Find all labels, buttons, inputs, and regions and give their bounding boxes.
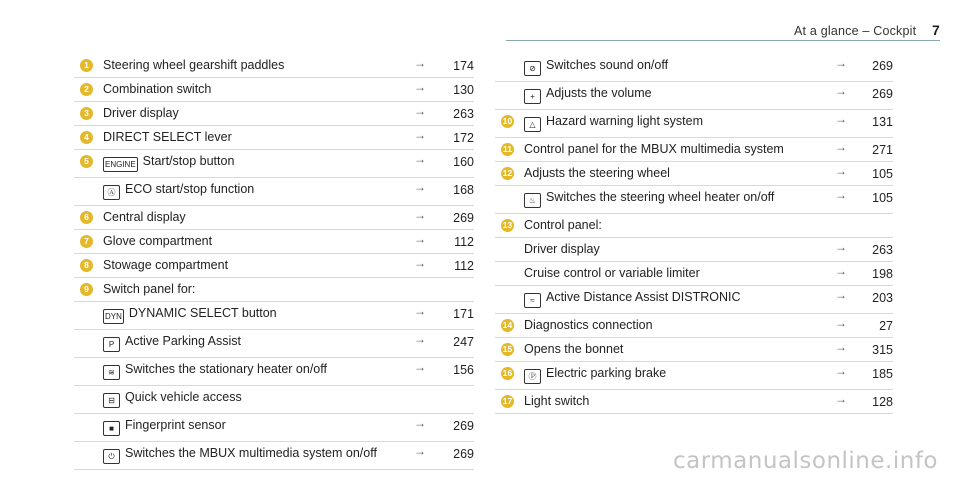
control-icon: ⊟ bbox=[103, 393, 120, 408]
entry-label bbox=[103, 58, 393, 72]
callout-number: 12 bbox=[502, 168, 513, 178]
control-icon: Ⓟ bbox=[524, 369, 541, 384]
entry-label bbox=[524, 318, 814, 332]
page-reference[interactable]: 263 bbox=[872, 243, 893, 257]
page-reference[interactable]: 168 bbox=[453, 183, 474, 197]
watermark: carmanualsonline.info bbox=[672, 448, 938, 474]
entry-text: Start/stop button bbox=[142, 154, 235, 168]
entry-label bbox=[103, 418, 393, 436]
callout-number: 4 bbox=[80, 131, 93, 144]
arrow-right-icon: → bbox=[835, 392, 847, 406]
entry-text: ECO start/stop function bbox=[125, 182, 255, 196]
control-icon: ⏻ bbox=[103, 449, 120, 464]
entry-label bbox=[524, 58, 814, 76]
page-reference[interactable]: 156 bbox=[453, 363, 474, 377]
entry-label bbox=[524, 190, 814, 208]
index-entry bbox=[74, 206, 474, 230]
page-reference[interactable]: 185 bbox=[872, 367, 893, 381]
index-entry bbox=[495, 214, 893, 238]
index-entry bbox=[74, 302, 474, 330]
entry-text: Quick vehicle access bbox=[125, 390, 242, 404]
index-entry bbox=[495, 162, 893, 186]
index-entry bbox=[495, 390, 893, 414]
callout-number: 16 bbox=[502, 368, 513, 378]
entry-label bbox=[524, 266, 814, 280]
control-icon: △ bbox=[524, 117, 541, 132]
page-reference[interactable]: 171 bbox=[453, 307, 474, 321]
page-reference[interactable]: 269 bbox=[872, 87, 893, 101]
arrow-right-icon: → bbox=[414, 304, 426, 318]
arrow-right-icon: → bbox=[414, 104, 426, 118]
entry-label bbox=[103, 106, 393, 120]
arrow-right-icon: → bbox=[835, 84, 847, 98]
arrow-right-icon: → bbox=[414, 152, 426, 166]
callout-number: 8 bbox=[80, 259, 93, 272]
callout-number: 3 bbox=[80, 107, 93, 120]
control-icon: ⊘ bbox=[524, 61, 541, 76]
index-entry bbox=[495, 82, 893, 110]
control-icon: ≋ bbox=[103, 365, 120, 380]
entry-text: Opens the bonnet bbox=[524, 342, 624, 356]
control-icon: P bbox=[103, 337, 120, 352]
arrow-right-icon: → bbox=[414, 80, 426, 94]
callout-number: 1 bbox=[80, 59, 93, 72]
callout-number: 5 bbox=[80, 155, 93, 168]
entry-text: Stowage compartment bbox=[103, 258, 229, 272]
section-title: At a glance – Cockpit bbox=[793, 24, 917, 38]
left-column bbox=[74, 54, 474, 470]
arrow-right-icon: → bbox=[835, 264, 847, 278]
index-entry bbox=[74, 278, 474, 302]
callout-number: 14 bbox=[502, 320, 513, 330]
entry-label bbox=[524, 142, 814, 156]
entry-label bbox=[524, 166, 814, 180]
entry-label bbox=[524, 114, 814, 132]
index-entry bbox=[74, 358, 474, 386]
index-entry bbox=[495, 338, 893, 362]
index-entry bbox=[74, 230, 474, 254]
control-icon: ♨ bbox=[524, 193, 541, 208]
arrow-right-icon: → bbox=[835, 240, 847, 254]
page-reference[interactable]: 269 bbox=[872, 59, 893, 73]
entry-label bbox=[103, 154, 393, 172]
index-entry bbox=[74, 102, 474, 126]
page-number: 7 bbox=[932, 22, 940, 38]
entry-text: DYNAMIC SELECT button bbox=[128, 306, 277, 320]
entry-label bbox=[103, 390, 393, 408]
callout-number: 9 bbox=[80, 283, 93, 296]
entry-text: Switches the steering wheel heater on/off bbox=[546, 190, 775, 204]
arrow-right-icon: → bbox=[414, 56, 426, 70]
page-reference[interactable]: 105 bbox=[872, 167, 893, 181]
entry-text: Driver display bbox=[103, 106, 179, 120]
right-column bbox=[495, 54, 893, 414]
entry-label bbox=[103, 258, 393, 272]
arrow-right-icon: → bbox=[414, 128, 426, 142]
arrow-right-icon: → bbox=[835, 340, 847, 354]
arrow-right-icon: → bbox=[414, 416, 426, 430]
entry-text: Steering wheel gearshift paddles bbox=[103, 58, 285, 72]
page-header bbox=[520, 22, 940, 40]
arrow-right-icon: → bbox=[835, 56, 847, 70]
entry-text: Control panel for the MBUX multimedia system bbox=[524, 142, 784, 156]
entry-label bbox=[103, 82, 393, 96]
entry-text: Hazard warning light system bbox=[546, 114, 704, 128]
page-reference[interactable]: 112 bbox=[454, 259, 474, 273]
arrow-right-icon: → bbox=[414, 256, 426, 270]
index-entry bbox=[74, 78, 474, 102]
entry-label bbox=[103, 282, 393, 296]
callout-number: 17 bbox=[502, 396, 513, 406]
control-icon: ■ bbox=[103, 421, 120, 436]
entry-text: Switch panel for: bbox=[103, 282, 196, 296]
arrow-right-icon: → bbox=[414, 332, 426, 346]
arrow-right-icon: → bbox=[835, 364, 847, 378]
entry-text: Combination switch bbox=[103, 82, 212, 96]
callout-number: 6 bbox=[80, 211, 93, 224]
page-reference[interactable]: 160 bbox=[453, 155, 474, 169]
index-entry bbox=[74, 178, 474, 206]
entry-label bbox=[524, 290, 814, 308]
index-entry bbox=[495, 186, 893, 214]
entry-text: DIRECT SELECT lever bbox=[103, 130, 232, 144]
entry-label bbox=[524, 218, 814, 232]
entry-label bbox=[524, 86, 814, 104]
arrow-right-icon: → bbox=[835, 164, 847, 178]
index-entry bbox=[74, 442, 474, 470]
control-icon: DYN bbox=[103, 309, 124, 324]
arrow-right-icon: → bbox=[414, 180, 426, 194]
page-reference[interactable]: 315 bbox=[872, 343, 893, 357]
callout-number: 2 bbox=[80, 83, 93, 96]
entry-text: Switches the MBUX multimedia system on/off bbox=[125, 446, 377, 460]
page-reference[interactable]: 198 bbox=[872, 267, 893, 281]
index-entry bbox=[495, 54, 893, 82]
index-entry bbox=[495, 110, 893, 138]
page-reference[interactable]: 247 bbox=[453, 335, 474, 349]
arrow-right-icon: → bbox=[835, 188, 847, 202]
entry-text: Driver display bbox=[524, 242, 600, 256]
entry-text: Electric parking brake bbox=[546, 366, 667, 380]
control-icon: + bbox=[524, 89, 541, 104]
control-icon: ENGINE bbox=[103, 157, 138, 172]
arrow-right-icon: → bbox=[414, 444, 426, 458]
page-reference[interactable]: 203 bbox=[872, 291, 893, 305]
entry-text: Light switch bbox=[524, 394, 590, 408]
entry-label bbox=[103, 362, 393, 380]
entry-text: Switches the stationary heater on/off bbox=[125, 362, 327, 376]
arrow-right-icon: → bbox=[835, 288, 847, 302]
arrow-right-icon: → bbox=[414, 360, 426, 374]
entry-text: Central display bbox=[103, 210, 186, 224]
arrow-right-icon: → bbox=[835, 112, 847, 126]
index-entry bbox=[495, 238, 893, 262]
entry-text: Adjusts the steering wheel bbox=[524, 166, 670, 180]
entry-label bbox=[524, 366, 814, 384]
callout-number: 13 bbox=[502, 220, 513, 230]
page-reference[interactable]: 128 bbox=[872, 395, 893, 409]
arrow-right-icon: → bbox=[835, 316, 847, 330]
page-reference[interactable]: 130 bbox=[453, 83, 474, 97]
entry-text: Diagnostics connection bbox=[524, 318, 653, 332]
page-reference[interactable]: 269 bbox=[453, 447, 474, 461]
index-entry bbox=[74, 386, 474, 414]
control-icon: Ⓐ bbox=[103, 185, 120, 200]
page-reference[interactable]: 112 bbox=[454, 235, 474, 249]
callout-number: 15 bbox=[502, 344, 513, 354]
arrow-right-icon: → bbox=[414, 208, 426, 222]
arrow-right-icon: → bbox=[835, 140, 847, 154]
entry-text: Glove compartment bbox=[103, 234, 213, 248]
index-entry bbox=[74, 54, 474, 78]
page-reference[interactable]: 269 bbox=[453, 211, 474, 225]
header-divider bbox=[506, 40, 940, 41]
entry-label bbox=[103, 210, 393, 224]
index-entry bbox=[74, 330, 474, 358]
entry-label bbox=[103, 334, 393, 352]
control-icon: ≈ bbox=[524, 293, 541, 308]
index-entry bbox=[495, 286, 893, 314]
index-entry bbox=[495, 314, 893, 338]
index-entry bbox=[74, 126, 474, 150]
entry-label bbox=[524, 394, 814, 408]
entry-label bbox=[524, 242, 814, 256]
entry-text: Active Distance Assist DISTRONIC bbox=[546, 290, 741, 304]
entry-text: Cruise control or variable limiter bbox=[524, 266, 700, 280]
index-entry bbox=[74, 254, 474, 278]
index-entry bbox=[495, 362, 893, 390]
entry-text: Active Parking Assist bbox=[125, 334, 242, 348]
entry-text: Control panel: bbox=[524, 218, 602, 232]
index-entry bbox=[495, 138, 893, 162]
entry-text: Fingerprint sensor bbox=[125, 418, 226, 432]
entry-label bbox=[103, 446, 393, 464]
page-reference[interactable]: 269 bbox=[453, 419, 474, 433]
arrow-right-icon: → bbox=[414, 232, 426, 246]
page-reference[interactable]: 131 bbox=[872, 115, 893, 129]
entry-text: Adjusts the volume bbox=[546, 86, 652, 100]
index-entry bbox=[495, 262, 893, 286]
entry-label bbox=[103, 306, 393, 324]
page-reference[interactable]: 271 bbox=[872, 143, 893, 157]
page-reference[interactable]: 105 bbox=[872, 191, 893, 205]
index-entry bbox=[74, 414, 474, 442]
page-reference[interactable]: 172 bbox=[453, 131, 474, 145]
entry-label bbox=[524, 342, 814, 356]
entry-label bbox=[103, 130, 393, 144]
page-reference[interactable]: 174 bbox=[453, 59, 474, 73]
entry-text: Switches sound on/off bbox=[546, 58, 669, 72]
callout-number: 10 bbox=[502, 116, 513, 126]
callout-number: 7 bbox=[80, 235, 93, 248]
page-reference[interactable]: 27 bbox=[879, 319, 893, 333]
callout-number: 11 bbox=[503, 144, 512, 154]
entry-label bbox=[103, 182, 393, 200]
index-entry bbox=[74, 150, 474, 178]
page-reference[interactable]: 263 bbox=[453, 107, 474, 121]
entry-label bbox=[103, 234, 393, 248]
